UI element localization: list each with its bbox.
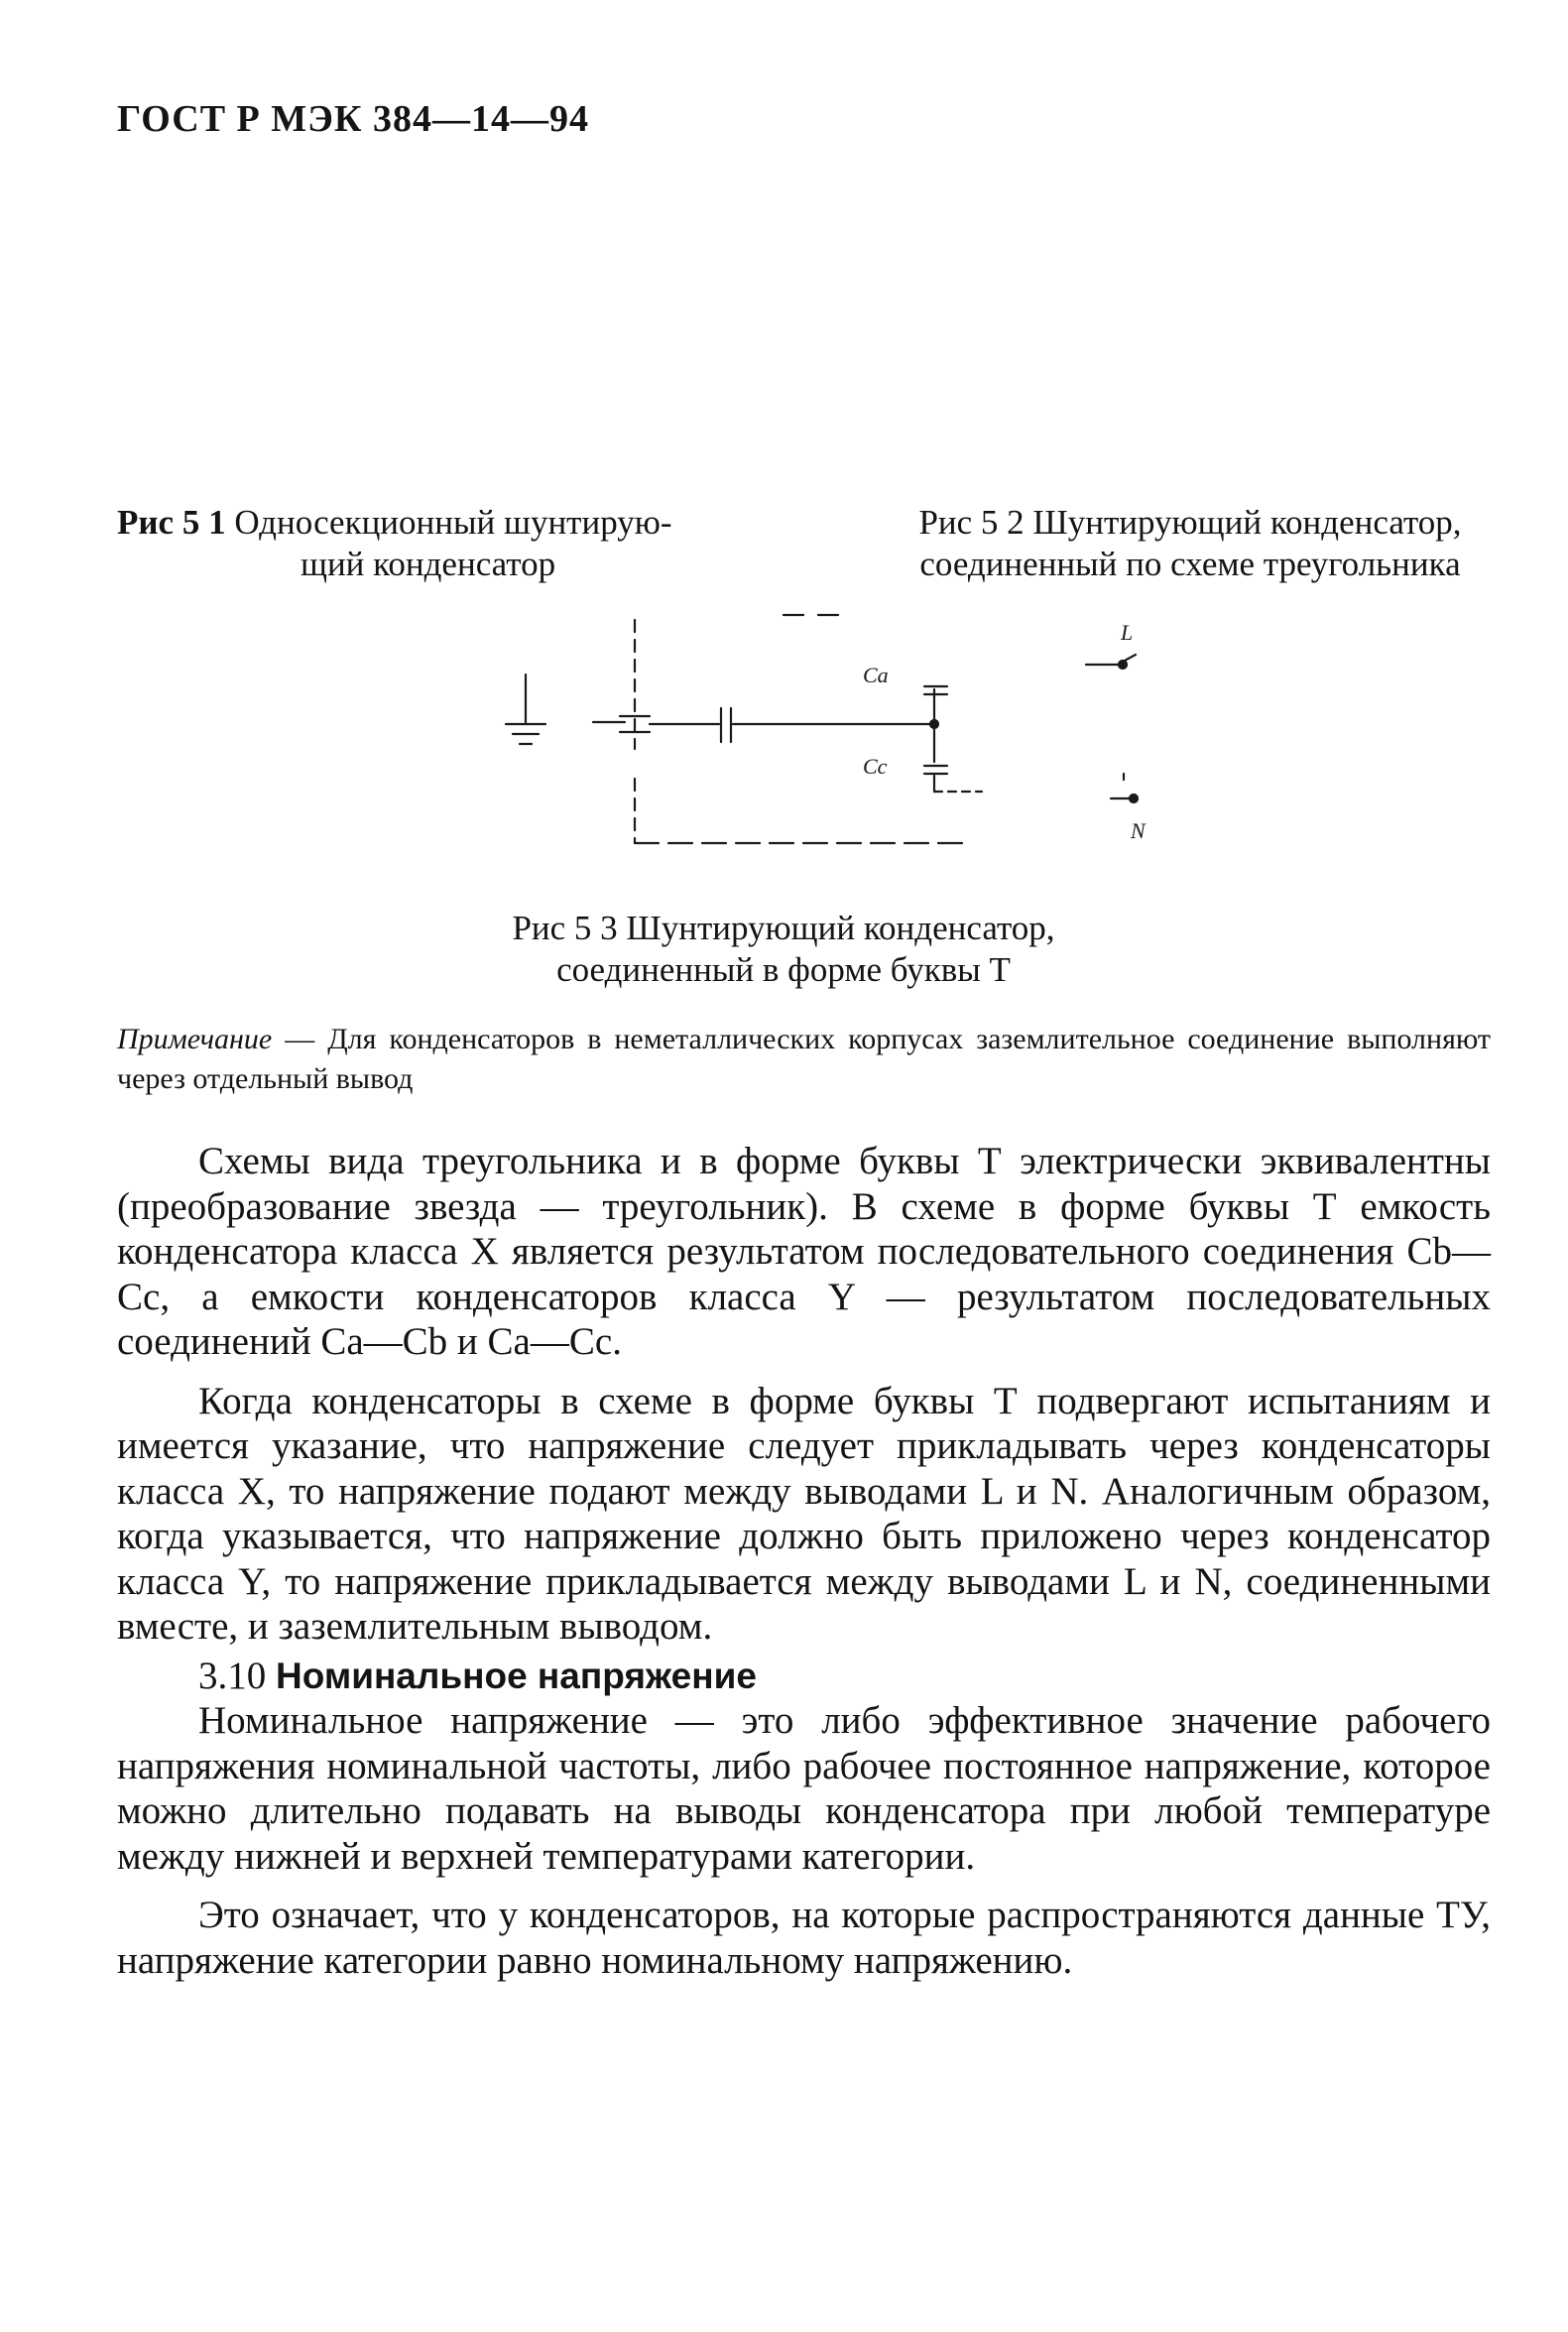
figure-5-3-caption-line2: соединенный в форме буквы Т: [556, 950, 1011, 989]
paragraph-4: Это означает, что у конденсаторов, на которые распространяются данные ТУ, напряжение категории равно номинальному напряжению.: [117, 1894, 1491, 1982]
figure-5-3-schematic: [476, 595, 1230, 873]
figure-5-2-caption-line1: Шунтирующий конденсатор,: [1032, 503, 1462, 542]
schema-label-ca: Ca: [863, 663, 889, 687]
page-header: ГОСТ Р МЭК 384—14—94: [117, 98, 589, 140]
section-heading: [117, 1654, 1491, 1699]
paragraph-1: Схемы вида треугольника и в форме буквы Т электрически эквивалентны (преобразование звезда — треугольник). В схеме в форме буквы Т емкость конденсатора класса X является результатом последовательного соединения Cb—Cc, а емкости конденсаторов класса Y — результатом последовательных соединений Ca—Cb и Ca—Cc.: [117, 1140, 1491, 1363]
figure-5-3-caption: [426, 908, 1141, 991]
main-text: [117, 1139, 1491, 1983]
figure-5-2-label: Рис 5 2: [918, 503, 1025, 542]
section-title: Номинальное напряжение: [276, 1655, 757, 1696]
paragraph-3: Номинальное напряжение — это либо эффективное значение рабочего напряжения номинальной частоты, либо рабочее постоянное напряжение, которое можно длительно подавать на выводы конденсатора при любой температуре между нижней и верхней температурами категории.: [117, 1699, 1491, 1878]
schema-label-L: L: [1121, 620, 1134, 645]
note-block: [117, 1020, 1491, 1099]
note-text: — Для конденсаторов в неметаллических корпусах заземлительное соединение выполняют через отдельный вывод: [117, 1023, 1491, 1095]
figure-5-3-caption-line1: Шунтирующий конденсатор,: [626, 909, 1055, 947]
schema-label-N: N: [1131, 818, 1146, 843]
ground-symbol: [506, 675, 545, 744]
figure-5-1-caption-line1: Односекционный шунтирую-: [234, 503, 672, 542]
figure-5-1-caption-line2: щий конденсатор: [301, 545, 556, 583]
figure-5-2-caption: [863, 502, 1517, 585]
section-number: 3.10: [198, 1654, 267, 1697]
figure-5-2-caption-line2: соединенный по схеме треугольника: [919, 545, 1461, 583]
schema-label-cc: Cc: [863, 754, 888, 779]
figure-5-1-label: Рис 5 1: [117, 503, 226, 542]
paragraph-2: Когда конденсаторы в схеме в форме буквы Т подвергают испытаниям и имеется указание, что напряжение следует прикладывать через конденсаторы класса X, то напряжение подают между выводами L и N. Аналогичным образом, когда указывается, что напряжение должно быть приложено через конденсатор класса Y, то напряжение прикладывается между выводами L и N, соединенными вместе, и заземлительным выводом.: [117, 1379, 1491, 1648]
figure-5-1-caption: [117, 502, 782, 585]
note-label: Примечание: [117, 1023, 273, 1055]
figure-5-3-label: Рис 5 3: [512, 909, 618, 947]
